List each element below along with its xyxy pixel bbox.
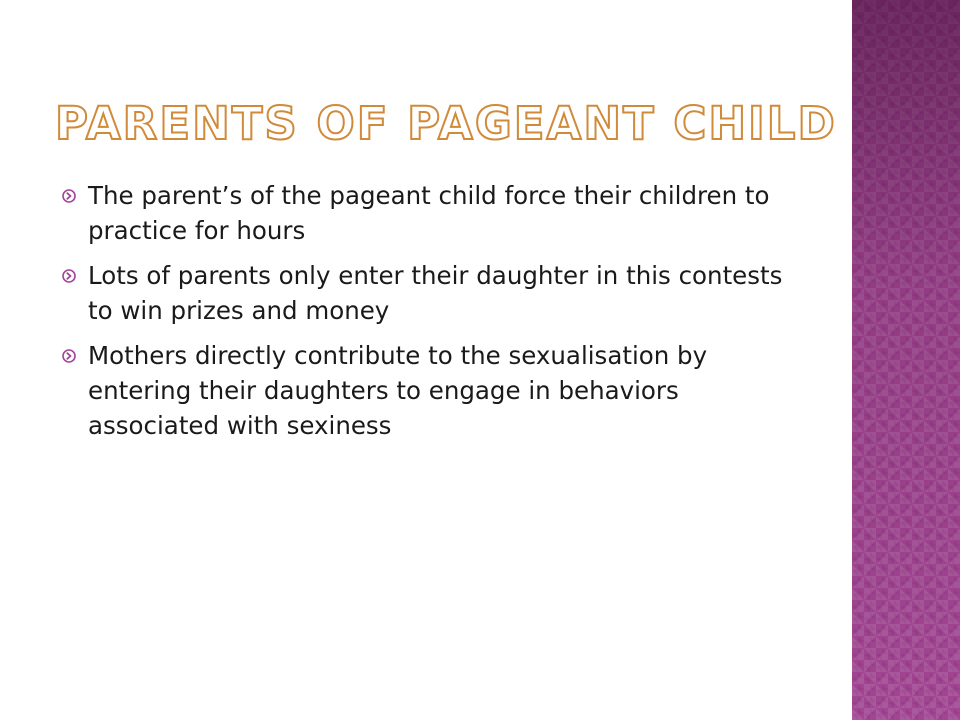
bullet-list: [62, 178, 802, 453]
bullet-text: Mothers directly contribute to the sexualisation by entering their daughters to engage in behaviors associated with sexiness: [88, 341, 708, 440]
bullet-item: [62, 338, 802, 443]
bullet-text: The parent’s of the pageant child force their children to practice for hours: [88, 181, 770, 245]
circled-arrow-icon: [62, 189, 76, 203]
slide-title: PARENTS OF PAGEANT CHILD: [55, 97, 837, 150]
bullet-item: [62, 178, 802, 248]
bullet-text: Lots of parents only enter their daughter in this contests to win prizes and money: [88, 261, 783, 325]
circled-arrow-icon: [62, 269, 76, 283]
circled-arrow-icon: [62, 349, 76, 363]
bullet-item: [62, 258, 802, 328]
decorative-side-band: [852, 0, 960, 720]
